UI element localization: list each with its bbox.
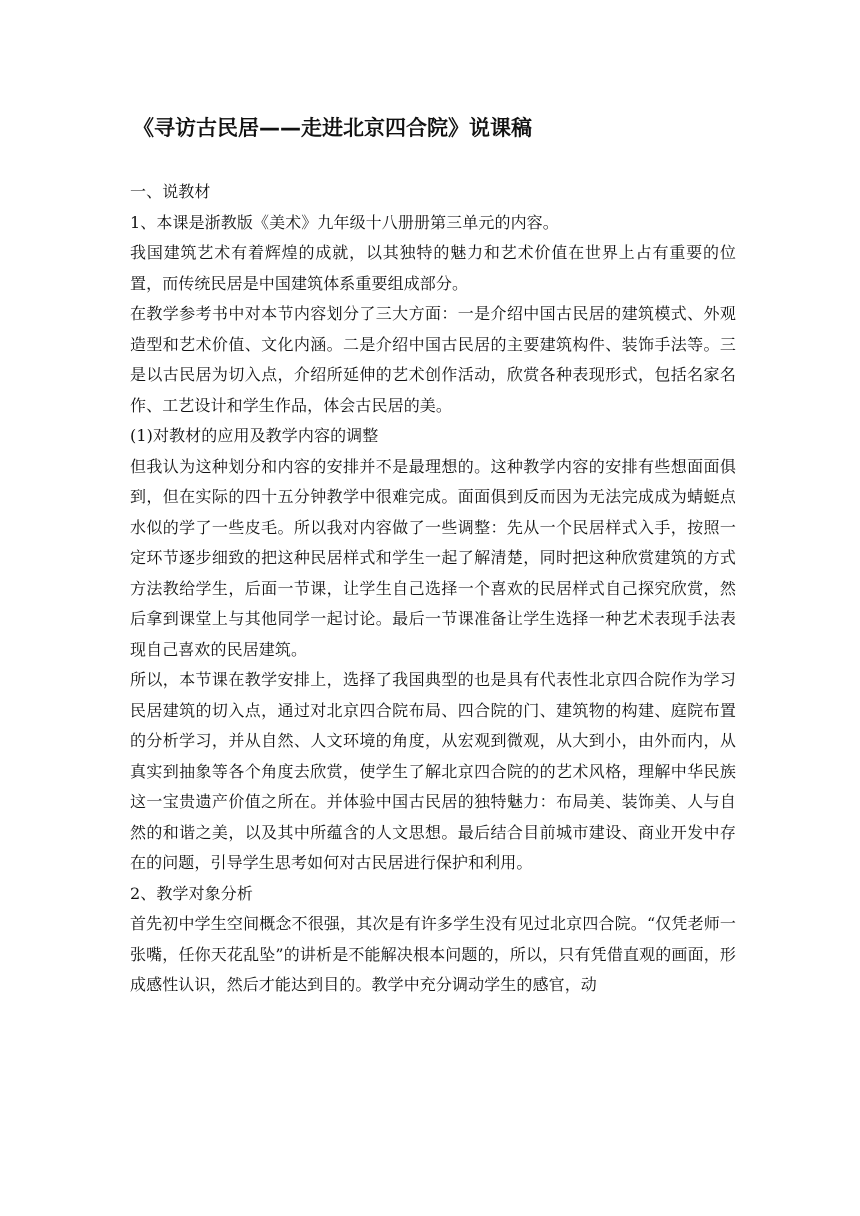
section-heading-student-analysis: 2、教学对象分析 <box>130 883 253 903</box>
paragraph-course-source: 1、本课是浙教版《美术》九年级十八册册第三单元的内容。 <box>130 212 559 232</box>
paragraph-student-analysis: 首先初中学生空间概念不很强，其次是有许多学生没有见过北京四合院。“仅凭老师一张嘴，任你天花乱坠”的讲析是不能解决根本问题的，所以，只有凭借直观的画面，形成感性认识，然后才能达到目的。教学中充分调动学生的感官，动 <box>130 914 736 994</box>
section-heading-teaching-material: 一、说教材 <box>130 182 211 201</box>
document-page <box>130 110 736 1001</box>
document-title: 《寻访古民居——走进北京四合院》说课稿 <box>133 116 532 140</box>
paragraph-architecture-achievement: 我国建筑艺术有着辉煌的成就，以其独特的魅力和艺术价值在世界上占有重要的位置，而传统民居是中国建筑体系重要组成部分。 <box>130 243 736 293</box>
paragraph-lesson-arrangement: 所以，本节课在教学安排上，选择了我国典型的也是具有代表性北京四合院作为学习民居建筑的切入点，通过对北京四合院布局、四合院的门、建筑物的构建、庭院布置的分析学习，并从自然、人文环境的角度，从宏观到微观，从大到小，由外而内，从真实到抽象等各个角度去欣赏，使学生了解北京四合院的的艺术风格，理解中华民族这一宝贵遗产价值之所在。并体验中国古民居的独特魅力：布局美、装饰美、人与自然的和谐之美，以及其中所蕴含的人文思想。最后结合目前城市建设、商业开发中存在的问题，引导学生思考如何对古民居进行保护和利用。 <box>130 670 736 872</box>
subheading-content-adjustment: (1)对教材的应用及教学内容的调整 <box>130 426 379 445</box>
paragraph-adjustment-detail: 但我认为这种划分和内容的安排并不是最理想的。这种教学内容的安排有些想面面俱到，但在实际的四十五分钟教学中很难完成。面面俱到反而因为无法完成成为蜻蜓点水似的学了一些皮毛。所以我对内容做了一些调整：先从一个民居样式入手，按照一定环节逐步细致的把这种民居样式和学生一起了解清楚，同时把这种欣赏建筑的方式方法教给学生，后面一节课，让学生自己选择一个喜欢的民居样式自己探究欣赏，然后拿到课堂上与其他同学一起讨论。最后一节课准备让学生选择一种艺术表现手法表现自己喜欢的民居建筑。 <box>130 456 736 659</box>
paragraph-reference-book: 在教学参考书中对本节内容划分了三大方面：一是介绍中国古民居的建筑模式、外观造型和艺术价值、文化内涵。二是介绍中国古民居的主要建筑构件、装饰手法等。三是以古民居为切入点，介绍所延伸的艺术创作活动，欣赏各种表现形式，包括名家名作、工艺设计和学生作品，体会古民居的美。 <box>130 304 736 415</box>
